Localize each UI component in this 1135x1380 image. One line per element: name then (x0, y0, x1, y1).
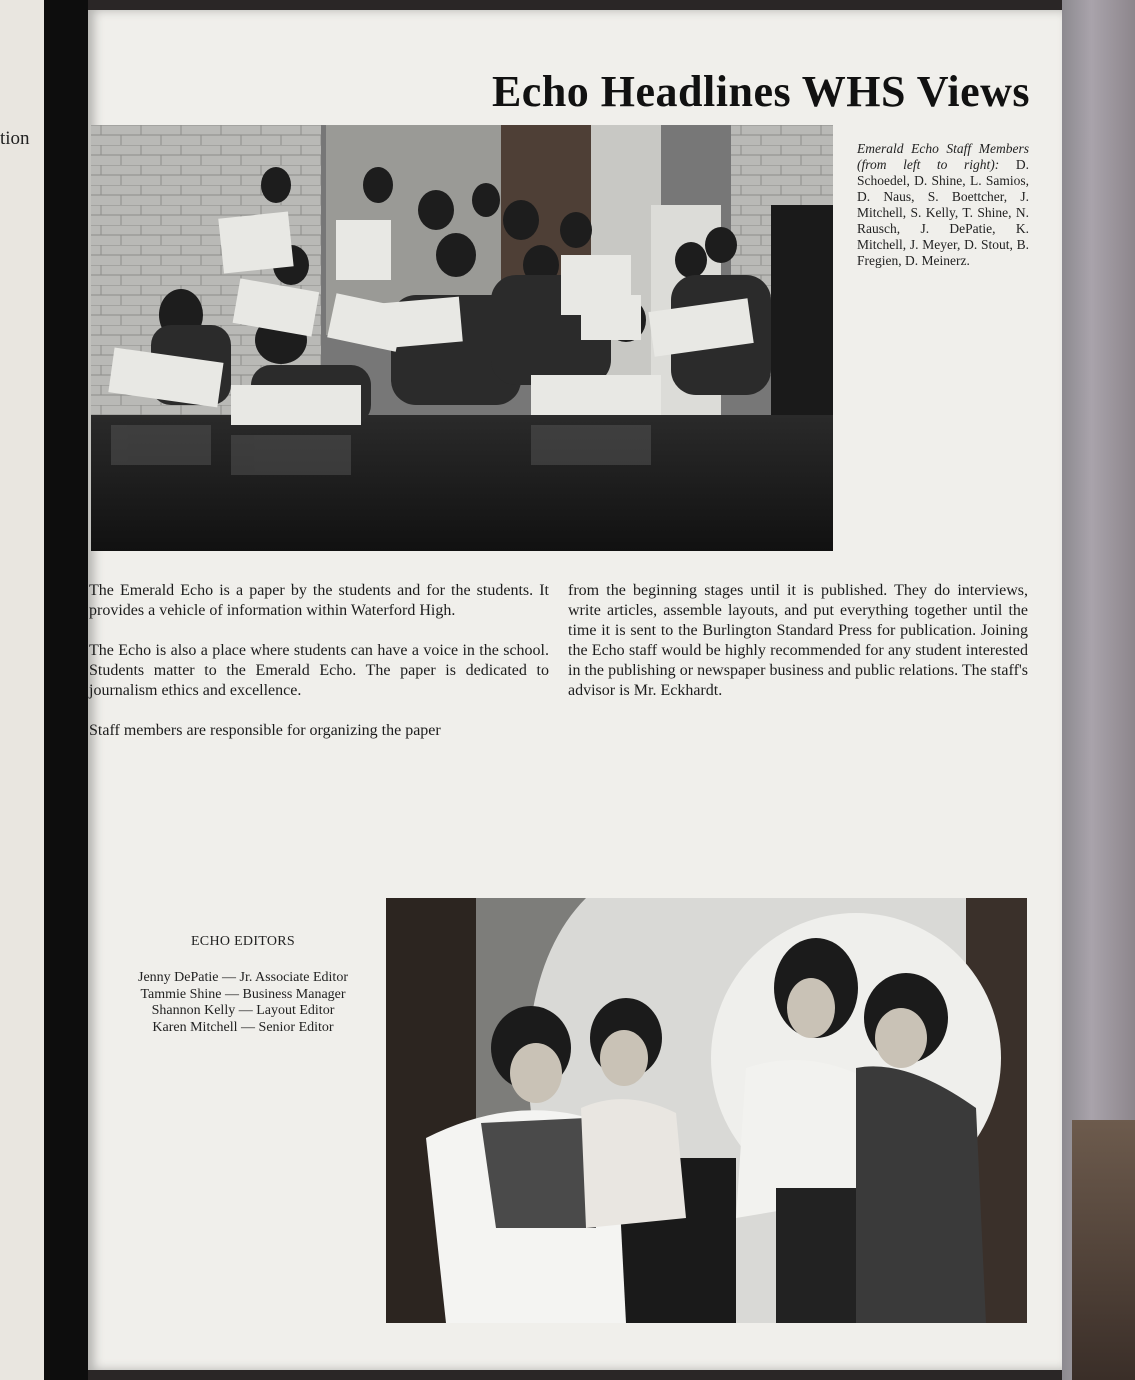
editors-list (88, 934, 398, 1036)
article-left-column (89, 581, 549, 761)
facing-page-edge (0, 0, 44, 1380)
article-paragraph: The Echo is also a place where students can have a voice in the school. Students matter to the Emerald Echo. The paper is dedicated to journalism ethics and excellence. (89, 642, 549, 699)
yearbook-page (88, 10, 1062, 1370)
article-right-column (568, 581, 1028, 721)
editors-photo-image (386, 898, 1027, 1323)
background-surface (1072, 1120, 1135, 1380)
editor-entry: Karen Mitchell — Senior Editor (152, 1019, 334, 1035)
article-paragraph: The Emerald Echo is a paper by the students and for the students. It provides a vehicle of information within Waterford High. (89, 582, 549, 619)
editor-entry: Tammie Shine — Business Manager (140, 986, 346, 1002)
editor-entry: Shannon Kelly — Layout Editor (151, 1003, 335, 1018)
caption-names: D. Schoedel, D. Shine, L. Samios, D. Naus, S. Boettcher, J. Mitchell, S. Kelly, T. Shine, N. Rausch, J. DePatie, K. Mitchell, J. Meyer, D. Stout, B. Fregien, D. Meinerz. (857, 157, 1029, 268)
staff-group-photo-image (91, 125, 833, 551)
editors-photo (386, 898, 1027, 1323)
article-paragraph: Staff members are responsible for organizing the paper (89, 722, 441, 739)
page-title: Echo Headlines WHS Views (491, 67, 1030, 116)
article-paragraph: from the beginning stages until it is published. They do interviews, write articles, assemble layouts, and put everything together until the time it is sent to the Burlington Standard Press for publication. Joining the Echo staff would be highly recommended for any student interested in the publishing or newspaper business and public relations. The staff's advisor is Mr. Eckhardt. (568, 582, 1028, 699)
facing-page-text: tion (0, 128, 30, 149)
editor-entry: Jenny DePatie — Jr. Associate Editor (138, 970, 348, 985)
editors-heading: ECHO EDITORS (190, 934, 296, 949)
staff-photo-caption (857, 141, 1029, 269)
caption-lead: Emerald Echo Staff Members (from left to right): (857, 141, 1029, 172)
staff-group-photo (91, 125, 833, 551)
